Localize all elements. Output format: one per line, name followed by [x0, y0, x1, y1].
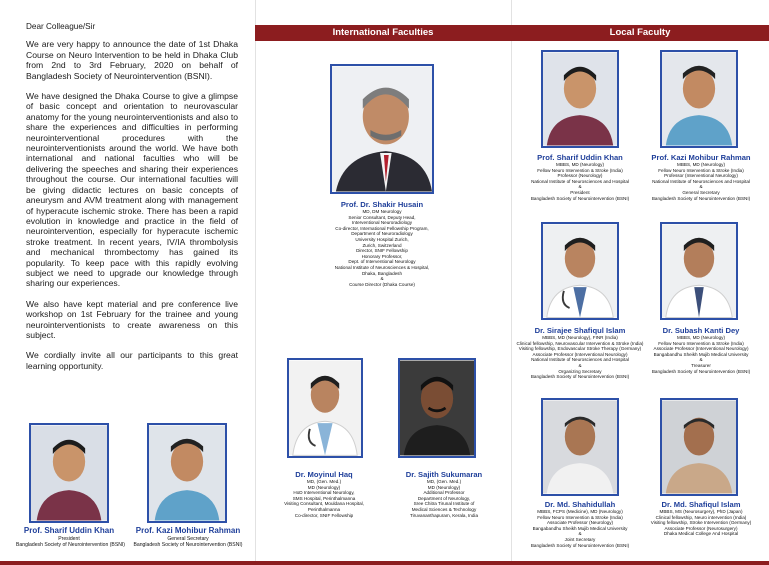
portrait-placeholder-icon	[543, 224, 617, 318]
faculty-photo	[541, 398, 619, 496]
invitation-letter	[26, 22, 238, 381]
signatory-photo-secretary	[147, 423, 227, 523]
faculty-name: Dr. Md. Shahidullah	[544, 500, 616, 509]
portrait-placeholder-icon	[400, 360, 474, 456]
faculty-name: Prof. Sharif Uddin Khan	[537, 153, 623, 162]
faculty-caption: Dr. Md. Shahidullah MBBS, FCPS (Medicine), MD (Neurology) Fellow Neuro Intervention & Stroke (India) Associate Professor (Neurology) Bangabandhu Sheikh Mujib Medical University & Joint Secretary Bangladesh Society of Neurointervention (BSNI)	[520, 500, 640, 548]
faculty-photo	[330, 64, 434, 194]
faculty-caption: Dr. Sirajee Shafiqul Islam MBBS, MD (Neurology), FINR (India) Clinical fellowship, Neurovascular Intervention & Stroke (India) Visiting fellowship, Endovascular Stroke Therapy (Germany) Associate Professor (Interventional Neurology) National Institute of Neurosciences and Hospital & Organizing Secretary Bangladesh Society of Neurointervention (BSNI)	[514, 326, 646, 380]
portrait-placeholder-icon	[662, 52, 736, 146]
portrait-placeholder-icon	[543, 400, 617, 494]
faculty-caption: Dr. Subash Kanti Dey MBBS, MD (Neurology) Fellow Neuro Intervention & Stroke (India) Associate Professor (Interventional Neurology) Bangabandhu Sheikh Mujib Medical University & Treasurer Bangladesh Society of Neurointervention (BSNI)	[640, 326, 762, 374]
portrait-placeholder-icon	[662, 400, 736, 494]
portrait-placeholder-icon	[543, 52, 617, 146]
faculty-caption: Prof. Kazi Mohibur Rahman MBBS, MD (Neurology) Fellow Neuro Intervention & Stroke (India) Professor (Interventional Neurology) National Institute of Neurosciences and Hospital & General Secretary Bangladesh Society of Neurointervention (BSNI)	[640, 153, 762, 201]
faculty-name: Dr. Sirajee Shafiqul Islam	[534, 326, 626, 335]
faculty-photo	[660, 398, 738, 496]
bottom-accent-bar	[0, 561, 769, 565]
signatory-name: Prof. Sharif Uddin Khan	[23, 526, 115, 535]
faculty-caption: Prof. Dr. Shakir Husain MD, DM Neurology Senior Consultant, Deputy Head, Interventional Neuroradiology Co-director, International Fellowship Program, Department of Neuroradiology University Hospital Zurich, Zurich, Switzerland Director, SNIF Fellowship Honorary Professor, Dept. of Interventional Neurology National Institute of Neurosciences & Hospital, Dhaka, Bangladesh & Course Director (Dhaka Course)	[266, 200, 498, 287]
faculty-name: Dr. Md. Shafiqul Islam	[661, 500, 741, 509]
faculty-name: Dr. Sajith Sukumaran	[405, 470, 483, 479]
signatory-caption: Prof. Kazi Mohibur Rahman General Secretary Bangladesh Society of Neurointervention (BSNI)	[133, 526, 243, 549]
faculty-caption: Dr. Sajith Sukumaran MD, (Gen. Med.) MD (Neurology) Additional Professor Department of Neurology, Sree Chitra Tirunal Institute of Medical Sciences & Technology Tiruvananthapuram, Kerala, India	[380, 470, 508, 518]
faculty-caption: Dr. Moyinul Haq MD, (Gen. Med.) MD (Neurology) HoD Interventional Neurology, SMS Hospital, Perinthalmanna Visiting Consultant, Mouldana Hospital, Perinthalmanna Co-director, SNIF Fellowship	[266, 470, 382, 518]
signatory-caption: Prof. Sharif Uddin Khan President Bangladesh Society of Neurointervention (BSNI)	[16, 526, 126, 549]
local-faculty-header: Local Faculty	[511, 25, 769, 41]
signatory-photo-president	[29, 423, 109, 523]
signatory-name: Prof. Kazi Mohibur Rahman	[135, 526, 241, 535]
portrait-placeholder-icon	[662, 224, 736, 318]
international-faculties-header: International Faculties	[255, 25, 511, 41]
faculty-name: Dr. Moyinul Haq	[295, 470, 353, 479]
faculty-photo	[287, 358, 363, 458]
letter-paragraph: We cordially invite all our participants to this great learning opportunity.	[26, 350, 238, 371]
faculty-photo	[398, 358, 476, 458]
letter-paragraph: We also have kept material and pre conference live workshop on 1st February for the trainee and young neurointerventionists to create awareness on this subject.	[26, 298, 238, 340]
faculty-caption: Prof. Sharif Uddin Khan MBBS, MD (Neurology) Fellow Neuro Intervention & Stroke (India) Professor (Neurology) National Institute of Neurosciences and Hospital & President Bangladesh Society of Neurointervention (BSNI)	[520, 153, 640, 201]
letter-salutation: Dear Colleague/Sir	[26, 22, 96, 31]
faculty-name: Prof. Kazi Mohibur Rahman	[651, 153, 751, 162]
letter-paragraph: We have designed the Dhaka Course to give a glimpse of basic concept and orientation to neurovascular anatomy for the young neurointerventionists and also to share the experiences and difficulties in performing neurointerventional procedures with the neurointerventionists around the world. We have both international and national faculties who will be delivering the speeches and sharing their experiences throughout the course. Our international faculties will be giving didactic lectures on basic concepts of aneurysm and AVM treatment along with management of hyperacute ischemic stroke. There has been a rapid evolution in knowledge and practice in the field of neurointervention, especially for hyperacute ischemic stroke treatment. In recent years, IV/IA thrombolysis and mechanical thrombectomy has gained its popularity. To keep pace with this rapidly evolving subject we need to upgrade our knowledge through sharing our experiences.	[26, 91, 238, 289]
faculty-photo	[541, 222, 619, 320]
faculty-caption: Dr. Md. Shafiqul Islam MBBS, MS (Neurosurgery), PhD (Japan) Clinical fellowship, Neuro intervention (India) Visiting fellowship, Stroke Intervention (Germany) Associate Professor (Neurosurgery) Dhaka Medical College And Hospital	[640, 500, 762, 537]
portrait-placeholder-icon	[149, 425, 225, 521]
faculty-photo	[541, 50, 619, 148]
faculty-name: Prof. Dr. Shakir Husain	[340, 200, 424, 209]
portrait-placeholder-icon	[289, 360, 361, 456]
faculty-photo	[660, 50, 738, 148]
letter-paragraph: We are very happy to announce the date of 1st Dhaka Course on Neuro Intervention to be held in Dhaka Club from 2nd to 3rd February, 2020 on behalf of Bangladesh Society of Neurointervention (BSNI).	[26, 39, 238, 81]
portrait-placeholder-icon	[31, 425, 107, 521]
portrait-placeholder-icon	[332, 66, 432, 192]
faculty-photo	[660, 222, 738, 320]
faculty-name: Dr. Subash Kanti Dey	[662, 326, 740, 335]
